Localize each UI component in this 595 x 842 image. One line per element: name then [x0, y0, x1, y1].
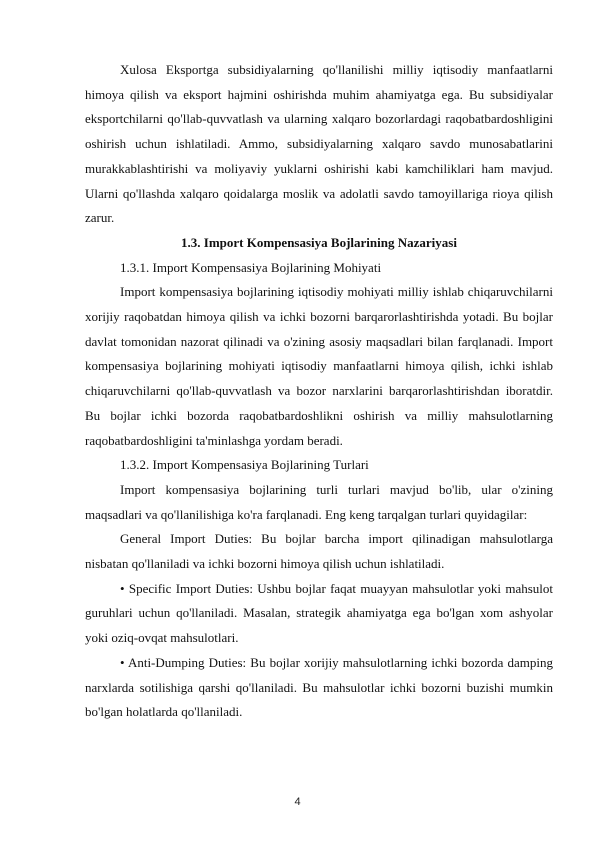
- conclusion-paragraph: Xulosa Eksportga subsidiyalarning qo'llanilishi milliy iqtisodiy manfaatlarni himoya qilish va eksport hajmini oshirishda muhim ahamiyatga ega. Bu subsidiyalar eksportchilarni qo'llab-quvvatlash va ularning xalqaro bozorlardagi raqobatbardoshligini oshirish uchun ishlatiladi. Ammo, subsidiyalarning xalqaro savdo munosabatlarini murakkablashtirishi va moliyaviy yuklarni oshirishi kabi kamchiliklari ham mavjud. Ularni qo'llashda xalqaro qoidalarga moslik va adolatli savdo tamoyillariga rioya qilish zarur.: [85, 62, 553, 226]
- section-heading: 1.3. Import Kompensasiya Bojlarining Nazariyasi: [181, 234, 457, 250]
- anti-dumping-paragraph: • Anti-Dumping Duties: Bu bojlar xorijiy mahsulotlarning ichki bozorda damping narxlarda sotilishiga qarshi qo'llaniladi. Bu mahsulotlar ichki bozorni buzishi mumkin bo'lgan holatlarda qo'llaniladi.: [85, 654, 553, 720]
- specific-duties-paragraph: • Specific Import Duties: Ushbu bojlar faqat muayyan mahsulotlar yoki mahsulot guruhlari uchun qo'llaniladi. Masalan, strategik ahamiyatga ega bo'lgan xom ashyolar yoki oziq-ovqat mahsulotlari.: [85, 580, 553, 646]
- types-intro-paragraph: Import kompensasiya bojlarining turli turlari mavjud bo'lib, ular o'zining maqsadlari va qo'llanilishiga ko'ra farqlanadi. Eng keng tarqalgan turlari quyidagilar:: [85, 481, 553, 522]
- essence-paragraph: Import kompensasiya bojlarining iqtisodiy mohiyati milliy ishlab chiqaruvchilarni xorijiy raqobatdan himoya qilish va ichki bozorni barqarorlashtirishda yotadi. Bu bojlar davlat tomonidan nazorat qilinadi va o'zining asosiy maqsadlari bilan farqlanadi. Import kompensasiya bojlarining mohiyati iqtisodiy manfaatlarni himoya qilish, ichki ishlab chiqaruvchilarni qo'llab-quvvatlash va bozor narxlarini barqarorlashtirishdan iboratdir. Bu bojlar ichki bozorda raqobatbardoshlikni oshirish va milliy mahsulotlarning raqobatbardoshligini ta'minlashga yordam beradi.: [85, 284, 553, 448]
- subsection-heading-essence: 1.3.1. Import Kompensasiya Bojlarining Mohiyati: [120, 259, 382, 275]
- page-content: [85, 58, 553, 725]
- page-number: 4: [294, 796, 301, 808]
- general-duties-paragraph: General Import Duties: Bu bojlar barcha import qilinadigan mahsulotlarga nisbatan qo'llaniladi va ichki bozorni himoya qilish uchun ishlatiladi.: [85, 531, 553, 572]
- subsection-heading-types: 1.3.2. Import Kompensasiya Bojlarining Turlari: [120, 457, 369, 473]
